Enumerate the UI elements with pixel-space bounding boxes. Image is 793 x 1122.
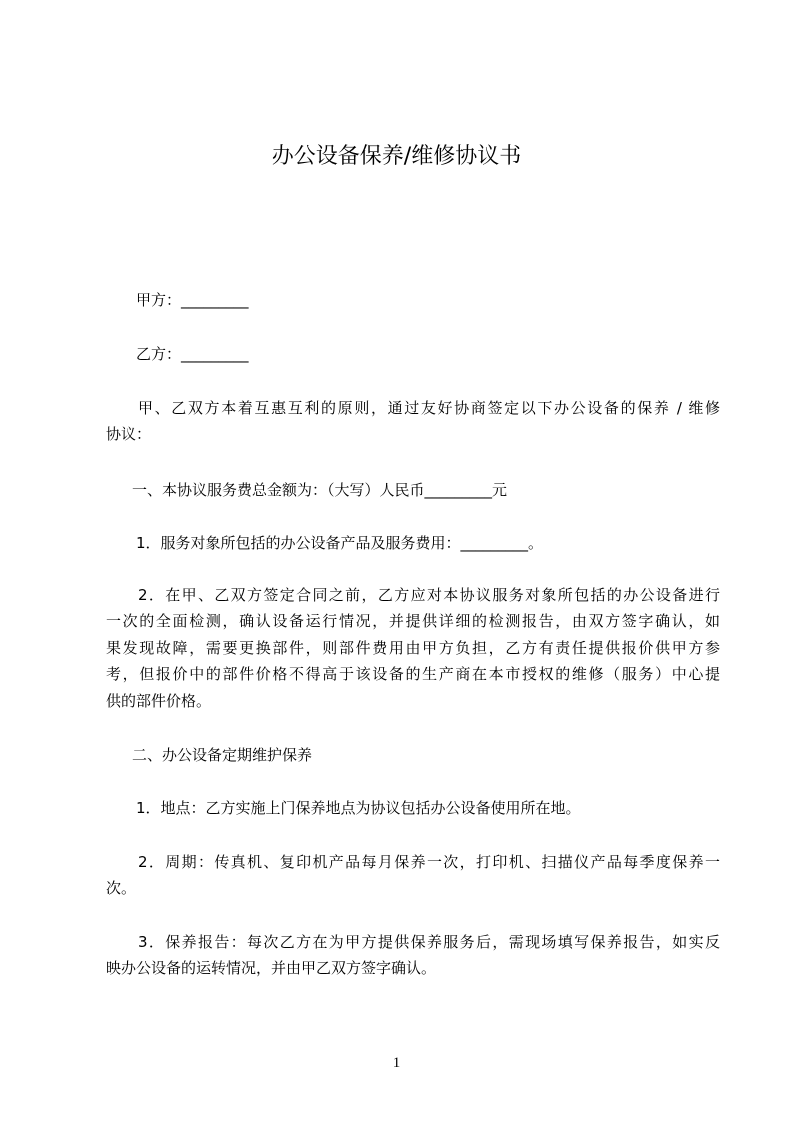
intro-line: 甲、乙双方本着互惠互利的原则，通过友好协商签定以下办公设备的保养 / 维修 (138, 399, 720, 417)
intro-line: 协议： (106, 425, 152, 443)
section1-heading: 一、本协议服务费总金额为：（大写）人民币_________元 (132, 481, 508, 499)
party-a-field: 甲方：_________ (136, 291, 249, 309)
section1-item2-line: 果发现故障，需要更换部件，则部件费用由甲方负担，乙方有责任提供报价供甲方参 (106, 639, 720, 657)
section2-item2-line: 2．周期：传真机、复印机产品每月保养一次，打印机、扫描仪产品每季度保养一 (138, 853, 720, 871)
section2-item1: 1．地点：乙方实施上门保养地点为协议包括办公设备使用所在地。 (136, 799, 581, 817)
section2-item3-line: 映办公设备的运转情况，并由甲乙双方签字确认。 (106, 959, 437, 977)
section2-item3-line: 3．保养报告：每次乙方在为甲方提供保养服务后，需现场填写保养报告，如实反 (138, 933, 720, 951)
section1-item2-line: 一次的全面检测，确认设备运行情况，并提供详细的检测报告，由双方签字确认，如 (106, 612, 720, 630)
document-title: 办公设备保养/维修协议书 (271, 144, 522, 169)
party-b-field: 乙方：_________ (136, 345, 249, 363)
section1-item2-line: 考，但报价中的部件价格不得高于该设备的生产商在本市授权的维修（服务）中心提 (106, 665, 720, 683)
section2-item2-line: 次。 (106, 879, 137, 897)
section2-heading: 二、办公设备定期维护保养 (132, 746, 313, 764)
section1-item2-line: 供的部件价格。 (106, 692, 212, 710)
page-number: 1 (392, 1055, 401, 1071)
section1-item2-line: 2．在甲、乙双方签定合同之前，乙方应对本协议服务对象所包括的办公设备进行 (138, 586, 720, 604)
section1-item1: 1．服务对象所包括的办公设备产品及服务费用：_________。 (136, 534, 544, 552)
